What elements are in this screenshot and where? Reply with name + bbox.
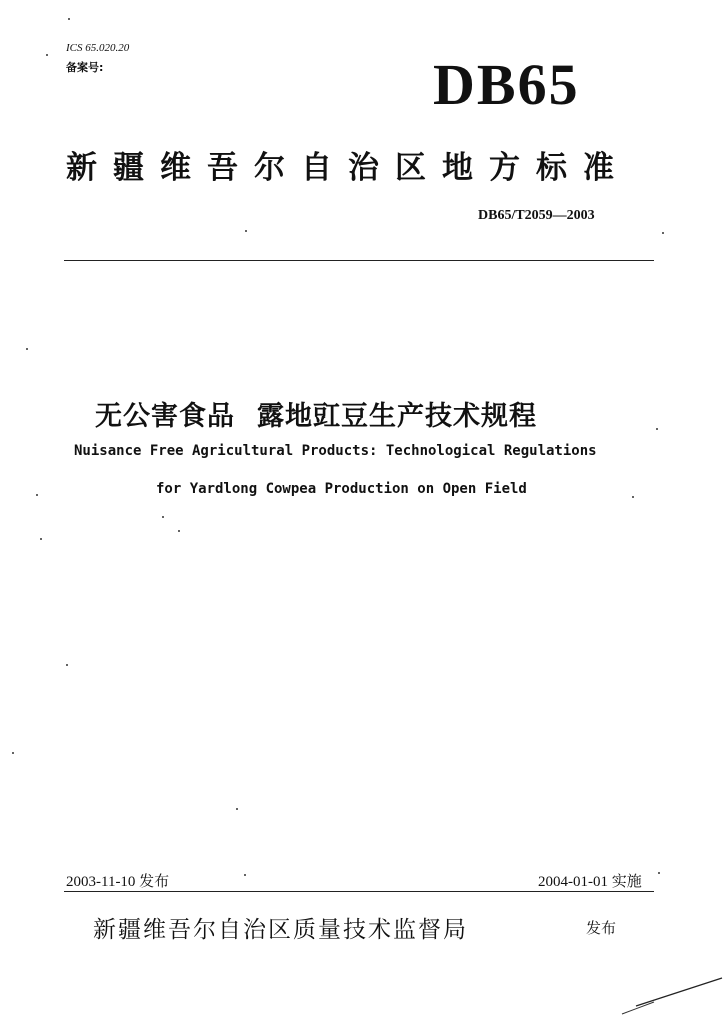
publisher-verb: 发布 [586, 919, 617, 937]
document-title-cn-part1: 无公害食品 [95, 401, 235, 432]
record-number-label: 备案号: [66, 61, 104, 74]
scan-speck [658, 872, 660, 874]
document-title-en-line2: for Yardlong Cowpea Production on Open Field [156, 481, 527, 497]
scan-edge-mark [614, 964, 724, 1024]
publisher-name: 新疆维吾尔自治区质量技术监督局 [93, 917, 468, 943]
scan-speck [662, 232, 664, 234]
scan-speck [26, 348, 28, 350]
document-title-cn-part2: 露地豇豆生产技术规程 [257, 401, 537, 432]
scan-speck [68, 18, 70, 20]
standard-number: DB65/T2059—2003 [478, 208, 595, 223]
scan-speck [12, 752, 14, 754]
ics-code: ICS 65.020.20 [66, 42, 130, 54]
scan-speck [178, 530, 180, 532]
standard-code: DB65 [433, 52, 580, 117]
top-divider [64, 260, 654, 261]
scan-speck [40, 538, 42, 540]
implementation-date: 2004-01-01 实施 [538, 874, 642, 890]
scan-speck [46, 54, 48, 56]
scan-speck [236, 808, 238, 810]
scan-speck [632, 496, 634, 498]
scan-speck [244, 874, 246, 876]
scan-speck [245, 230, 247, 232]
document-title-cn [95, 394, 537, 433]
scan-speck [66, 664, 68, 666]
scan-speck [656, 428, 658, 430]
document-title-en-line1: Nuisance Free Agricultural Products: Technological Regulations [74, 443, 597, 459]
scan-speck [36, 494, 38, 496]
scan-speck [162, 516, 164, 518]
bottom-divider [64, 891, 654, 892]
issue-date: 2003-11-10 发布 [66, 874, 170, 890]
organization-title: 新疆维吾尔自治区地方标准 [66, 150, 630, 186]
